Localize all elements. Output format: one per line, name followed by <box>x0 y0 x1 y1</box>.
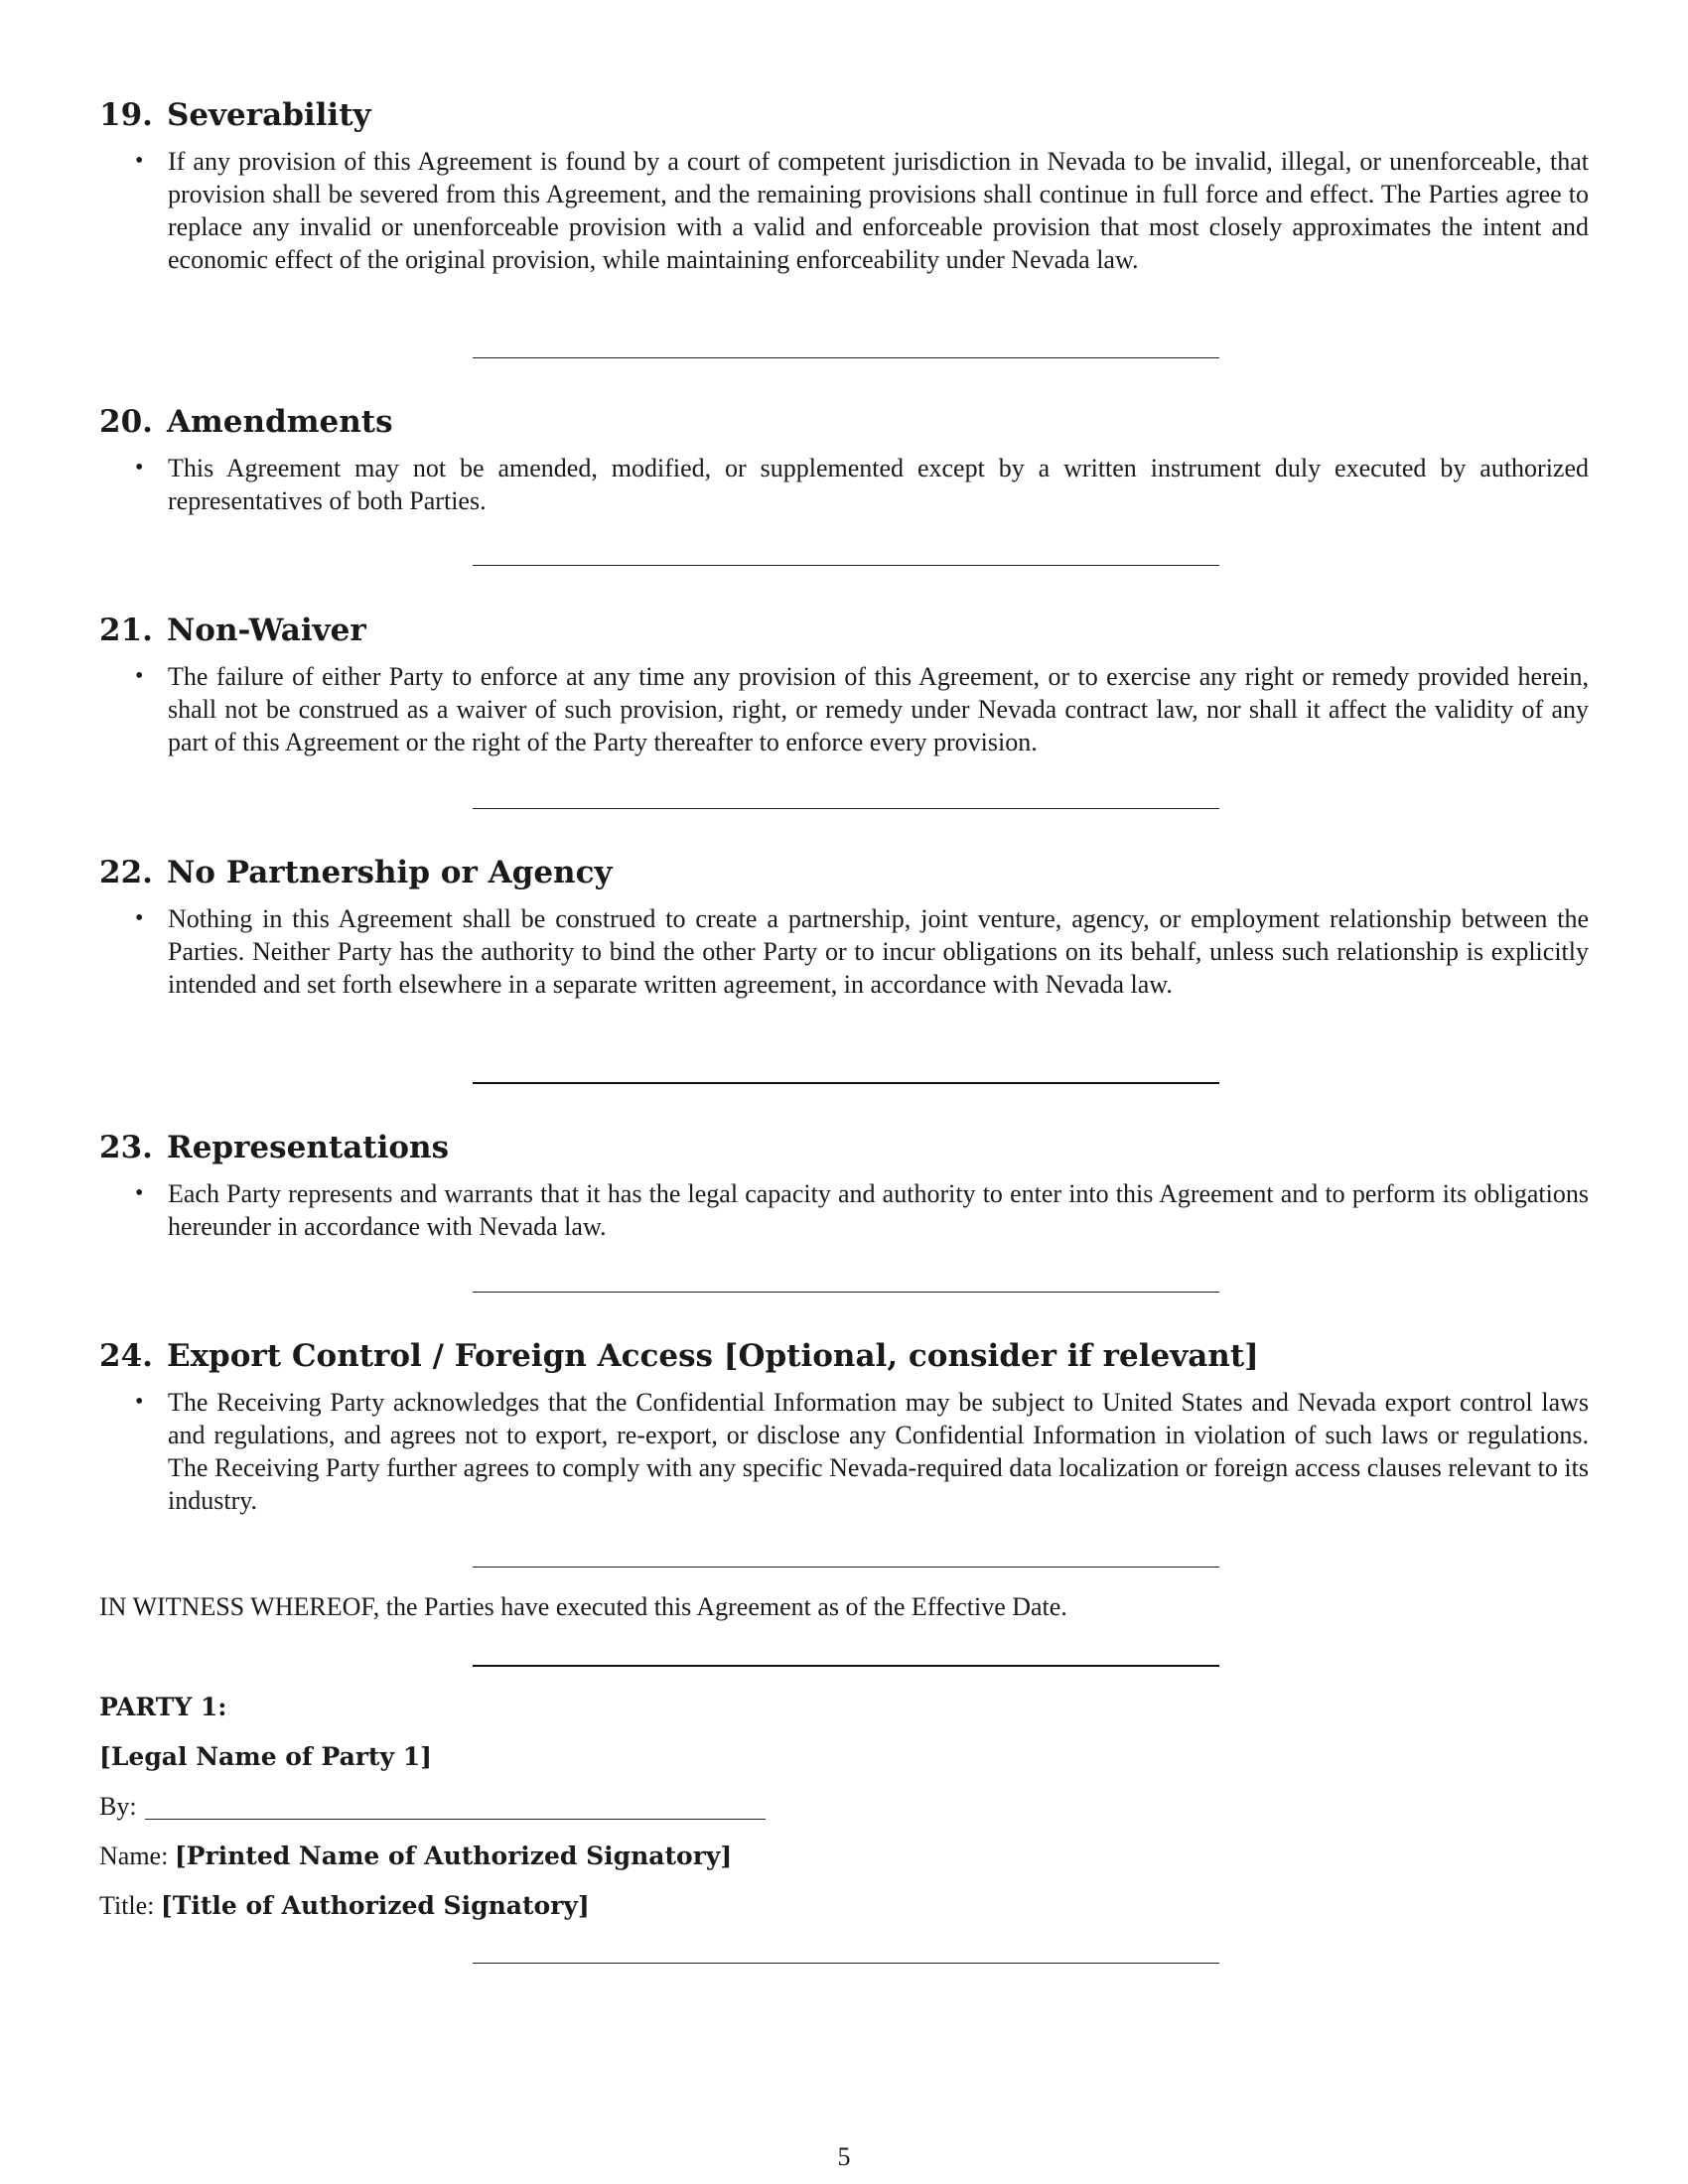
section-severability <box>99 95 1589 276</box>
section-title: Representations <box>166 1130 450 1165</box>
party-label: PARTY 1: <box>99 1693 227 1721</box>
list-item <box>99 1386 1589 1517</box>
list-item <box>99 145 1589 276</box>
section-heading <box>99 853 1589 892</box>
divider <box>473 565 1219 566</box>
bullet-icon: • <box>135 148 144 174</box>
clause-text: Each Party represents and warrants that it has the legal capacity and authority to enter into this Agreement and to perform its obligations hereunder in accordance with Nevada law. <box>168 1179 1589 1241</box>
section-heading <box>99 1336 1589 1376</box>
legal-name: [Legal Name of Party 1] <box>99 1742 432 1771</box>
by-label: By: <box>99 1792 137 1821</box>
section-number: 20. <box>99 404 153 440</box>
section-title: Export Control / Foreign Access [Optional, consider if relevant] <box>166 1338 1259 1374</box>
bullet-icon: • <box>135 663 144 689</box>
list-item <box>99 452 1589 517</box>
divider <box>473 1665 1219 1667</box>
section-number: 21. <box>99 613 153 648</box>
clause-text: Nothing in this Agreement shall be construed to create a partnership, joint venture, agency, or employment relationship between the Parties. Neither Party has the authority to bind the other Party or to incur obligations on its behalf, unless such relationship is explicitly intended and set forth elsewhere in a separate written agreement, in accordance with Nevada law. <box>168 904 1589 999</box>
legal-name-line <box>99 1740 766 1790</box>
title-value: [Title of Authorized Signatory] <box>160 1891 590 1920</box>
clause-text: If any provision of this Agreement is found by a court of competent jurisdiction in Nevada to be invalid, illegal, or unenforceable, that provision shall be severed from this Agreement, and the remaining provisions shall continue in full force and effect. The Parties agree to replace any invalid or unenforceable provision with a valid and enforceable provision that most closely approximates the intent and economic effect of the original provision, while maintaining enforceability under Nevada law. <box>168 147 1589 274</box>
clause-list <box>99 145 1589 276</box>
name-line <box>99 1840 766 1889</box>
by-line <box>99 1790 766 1840</box>
divider <box>473 1567 1219 1568</box>
clause-list <box>99 452 1589 517</box>
section-number: 23. <box>99 1130 153 1165</box>
section-no-partnership <box>99 853 1589 1001</box>
bullet-icon: • <box>135 1389 144 1415</box>
list-item <box>99 1177 1589 1243</box>
page-number: 5 <box>837 2142 851 2171</box>
clause-list <box>99 660 1589 758</box>
clause-text: The failure of either Party to enforce at any time any provision of this Agreement, or to exercise any right or remedy provided herein, shall not be construed as a waiver of such provision, right, or remedy under Nevada contract law, nor shall it affect the validity of any part of this Agreement or the right of the Party thereafter to enforce every provision. <box>168 662 1589 756</box>
section-title: Amendments <box>166 404 393 440</box>
clause-text: This Agreement may not be amended, modified, or supplemented except by a written instrument duly executed by authorized representatives of both Parties. <box>168 454 1589 515</box>
section-heading <box>99 1128 1589 1167</box>
signature-block <box>99 1691 766 1939</box>
section-heading <box>99 95 1589 135</box>
witness-statement: IN WITNESS WHEREOF, the Parties have executed this Agreement as of the Effective Date. <box>99 1592 1067 1621</box>
name-value: [Printed Name of Authorized Signatory] <box>174 1842 733 1870</box>
section-export-control <box>99 1336 1589 1517</box>
bullet-icon: • <box>135 1180 144 1206</box>
section-title: Severability <box>166 97 371 133</box>
section-non-waiver <box>99 611 1589 758</box>
list-item <box>99 660 1589 758</box>
section-number: 22. <box>99 855 153 890</box>
section-number: 19. <box>99 97 153 133</box>
section-amendments <box>99 402 1589 517</box>
list-item <box>99 902 1589 1001</box>
name-label: Name: <box>99 1842 169 1870</box>
divider <box>473 808 1219 809</box>
clause-list <box>99 1177 1589 1243</box>
clause-text: The Receiving Party acknowledges that the Confidential Information may be subject to United States and Nevada export control laws and regulations, and agrees not to export, re-export, or disclose any Confidential Information in violation of such laws or regulations. The Receiving Party further agrees to comply with any specific Nevada-required data localization or foreign access clauses relevant to its industry. <box>168 1388 1589 1515</box>
section-heading <box>99 402 1589 442</box>
title-line <box>99 1889 766 1939</box>
signature-field[interactable] <box>145 1819 766 1820</box>
divider <box>473 1963 1219 1964</box>
bullet-icon: • <box>135 905 144 931</box>
title-label: Title: <box>99 1891 155 1920</box>
section-number: 24. <box>99 1338 153 1374</box>
clause-list <box>99 1386 1589 1517</box>
divider <box>473 357 1219 358</box>
clause-list <box>99 902 1589 1001</box>
divider <box>473 1292 1219 1293</box>
section-title: Non-Waiver <box>166 613 366 648</box>
section-title: No Partnership or Agency <box>166 855 613 890</box>
section-representations <box>99 1128 1589 1243</box>
bullet-icon: • <box>135 455 144 480</box>
section-heading <box>99 611 1589 650</box>
divider <box>473 1082 1219 1084</box>
